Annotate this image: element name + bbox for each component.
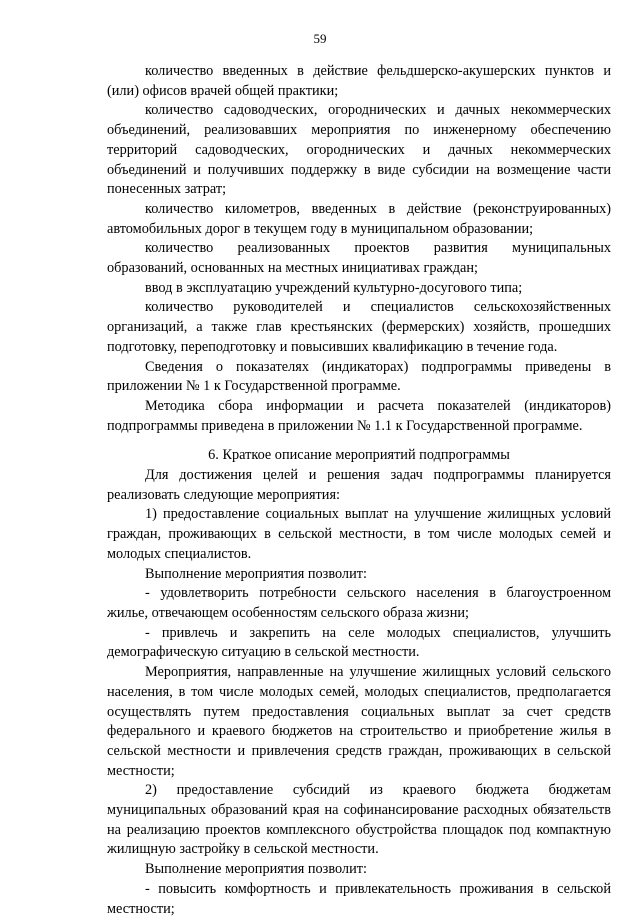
paragraph: 1) предоставление социальных выплат на улучшение жилищных условий граждан, проживающих в сельской местности, в том числе молодых семей и молодых специалистов.: [107, 506, 611, 562]
paragraph: Мероприятия, направленные на улучшение жилищных условий сельского населения, в том числе молодых семей, молодых специалистов, предполагается осуществлять путем предоставления социальных выплат за счет средств федерального и краевого бюджетов на строительство и приобретение жилья в сельской местности и привлечения средств граждан, проживающих в сельской местности;: [107, 664, 611, 779]
paragraph: количество километров, введенных в действие (реконструированных) автомобильных дорог в текущем году в муниципальном образовании;: [107, 200, 611, 237]
page-number: 59: [313, 31, 327, 46]
section-heading: 6. Краткое описание мероприятий подпрограммы: [208, 447, 510, 464]
paragraph: ввод в эксплуатацию учреждений культурно-досугового типа;: [145, 279, 523, 296]
paragraph: - привлечь и закрепить на селе молодых специалистов, улучшить демографическую ситуацию в сельской местности.: [107, 624, 611, 661]
paragraph: количество реализованных проектов развития муниципальных образований, основанных на местных инициативах граждан;: [107, 240, 611, 277]
paragraph: количество руководителей и специалистов сельскохозяйственных организаций, а также глав крестьянских (фермерских) хозяйств, прошедших подготовку, переподготовку и повысивших квалификацию в течение года.: [107, 299, 611, 355]
paragraph: - повысить комфортность и привлекательность проживания в сельской местности;: [107, 880, 611, 917]
paragraph: количество введенных в действие фельдшерско-акушерских пунктов и (или) офисов врачей общей практики;: [107, 63, 611, 99]
paragraph: Для достижения целей и решения задач подпрограммы планируется реализовать следующие мероприятия:: [107, 467, 611, 503]
paragraph: 2) предоставление субсидий из краевого бюджета бюджетам муниципальных образований края на софинансирование расходных обязательств на реализацию проектов комплексного обустройства площадок под компактную жилищную застройку в сельской местности.: [107, 782, 611, 858]
paragraph: Выполнение мероприятия позволит:: [145, 565, 367, 582]
document-body: [107, 62, 611, 919]
paragraph: Выполнение мероприятия позволит:: [145, 861, 367, 878]
paragraph: количество садоводческих, огороднических и дачных некоммерческих объединений, реализовавших мероприятия по инженерному обеспечению территорий садоводческих, огороднических и дачных некоммерческих объединений и получивших поддержку в виде субсидии на возмещение части понесенных затрат;: [107, 102, 611, 198]
paragraph: - удовлетворить потребности сельского населения в благоустроенном жилье, отвечающем особенностям сельского образа жизни;: [107, 585, 611, 621]
paragraph: Сведения о показателях (индикаторах) подпрограммы приведены в приложении № 1 к Государственной программе.: [107, 358, 611, 395]
paragraph: Методика сбора информации и расчета показателей (индикаторов) подпрограммы приведена в приложении № 1.1 к Государственной программе.: [107, 397, 611, 434]
